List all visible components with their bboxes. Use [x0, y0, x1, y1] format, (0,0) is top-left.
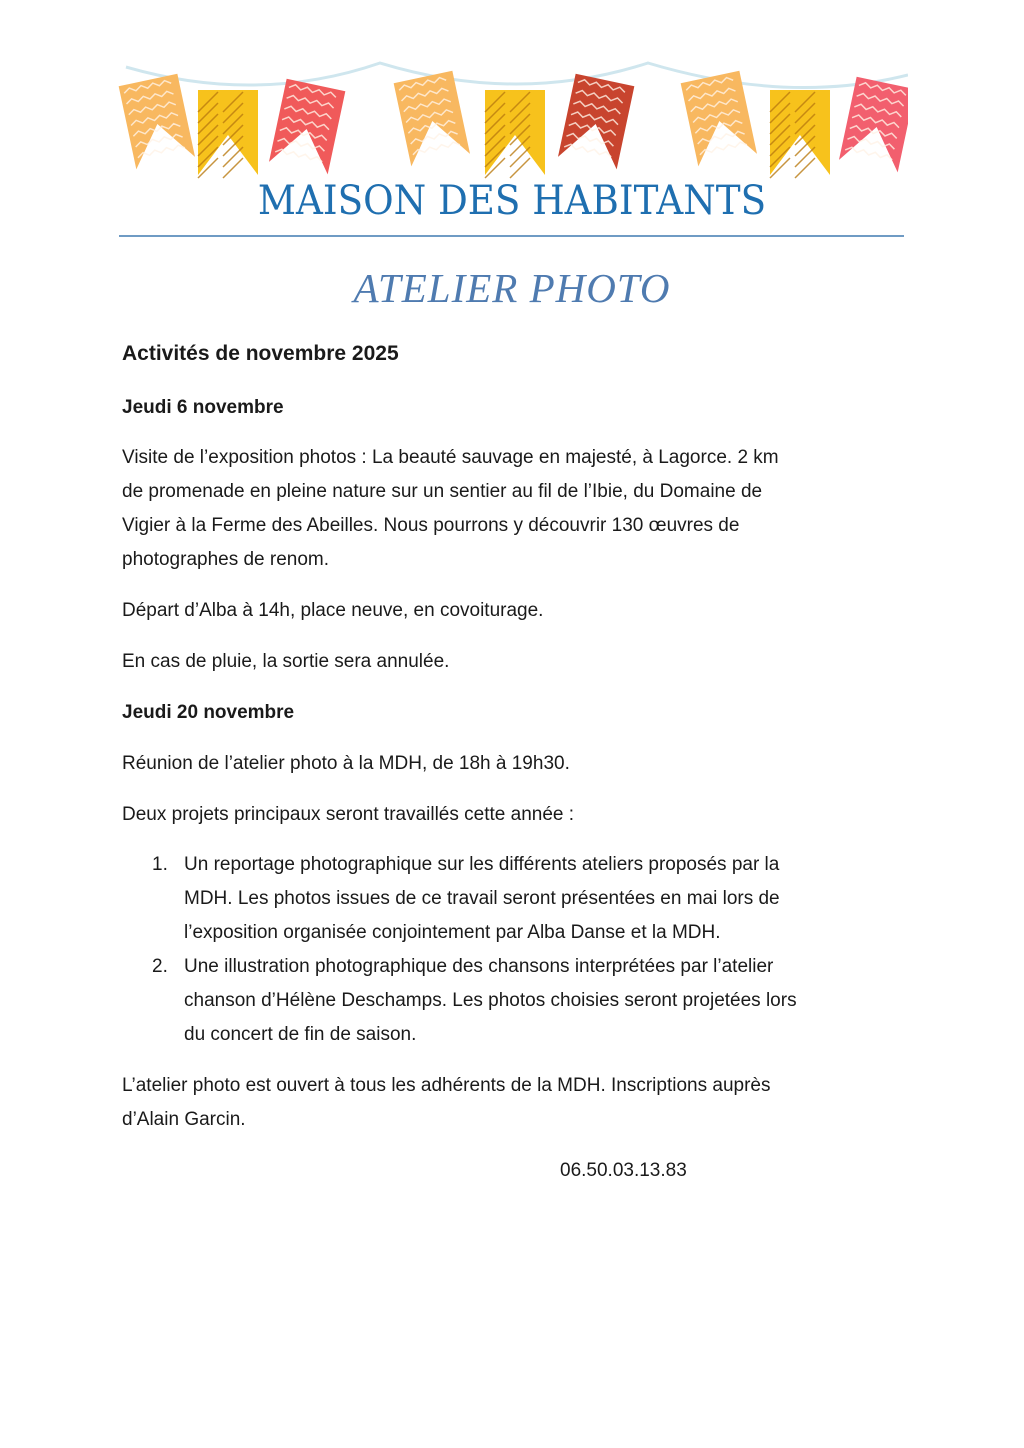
text-line: d’Alain Garcin.: [122, 1109, 246, 1130]
event2-date: Jeudi 20 novembre: [122, 702, 295, 723]
text-line: du concert de fin de saison.: [184, 1024, 417, 1045]
event1-date: Jeudi 6 novembre: [122, 397, 284, 418]
section-heading: Activités de novembre 2025: [122, 342, 399, 365]
bunting-flag: [770, 90, 830, 178]
event1-description: [122, 441, 779, 577]
list-number: 2.: [152, 956, 168, 977]
text-line: Une illustration photographique des chansons interprétées par l’atelier: [184, 956, 774, 977]
text-line: chanson d’Hélène Deschamps. Les photos choisies seront projetées lors: [184, 990, 797, 1011]
bunting-flag: [558, 74, 634, 170]
text-line: MDH. Les photos issues de ce travail seront présentées en mai lors de: [184, 888, 780, 909]
page-subtitle: ATELIER PHOTO: [353, 265, 671, 311]
title-divider: [119, 235, 904, 237]
list-number: 1.: [152, 854, 168, 875]
bunting-decoration: [118, 55, 908, 180]
text-line: Vigier à la Ferme des Abeilles. Nous pourrons y découvrir 130 œuvres de: [122, 515, 740, 536]
bunting-flag: [485, 90, 545, 178]
projects-intro: Deux projets principaux seront travaillés cette année :: [122, 804, 575, 825]
contact-phone: 06.50.03.13.83: [560, 1160, 687, 1181]
event2-meeting: Réunion de l’atelier photo à la MDH, de 18h à 19h30.: [122, 753, 570, 774]
bunting-flag: [839, 77, 908, 173]
text-line: L’atelier photo est ouvert à tous les adhérents de la MDH. Inscriptions auprès: [122, 1075, 771, 1096]
bunting-flag: [119, 74, 195, 170]
event1-departure: Départ d’Alba à 14h, place neuve, en covoiturage.: [122, 600, 544, 621]
text-line: de promenade en pleine nature sur un sentier au fil de l’Ibie, du Domaine de: [122, 481, 763, 502]
bunting-flag: [269, 79, 345, 175]
bunting-flag: [198, 90, 258, 178]
text-line: l’exposition organisée conjointement par Alba Danse et la MDH.: [184, 922, 721, 943]
organization-title: MAISON DES HABITANTS: [257, 178, 767, 224]
bunting-flag: [394, 71, 470, 167]
text-line: Visite de l’exposition photos : La beauté sauvage en majesté, à Lagorce. 2 km: [122, 447, 779, 468]
text-line: photographes de renom.: [122, 549, 330, 570]
closing-paragraph: [122, 1069, 770, 1137]
event1-rain-note: En cas de pluie, la sortie sera annulée.: [122, 651, 450, 672]
text-line: Un reportage photographique sur les différents ateliers proposés par la: [184, 854, 780, 875]
bunting-string: [126, 63, 908, 88]
